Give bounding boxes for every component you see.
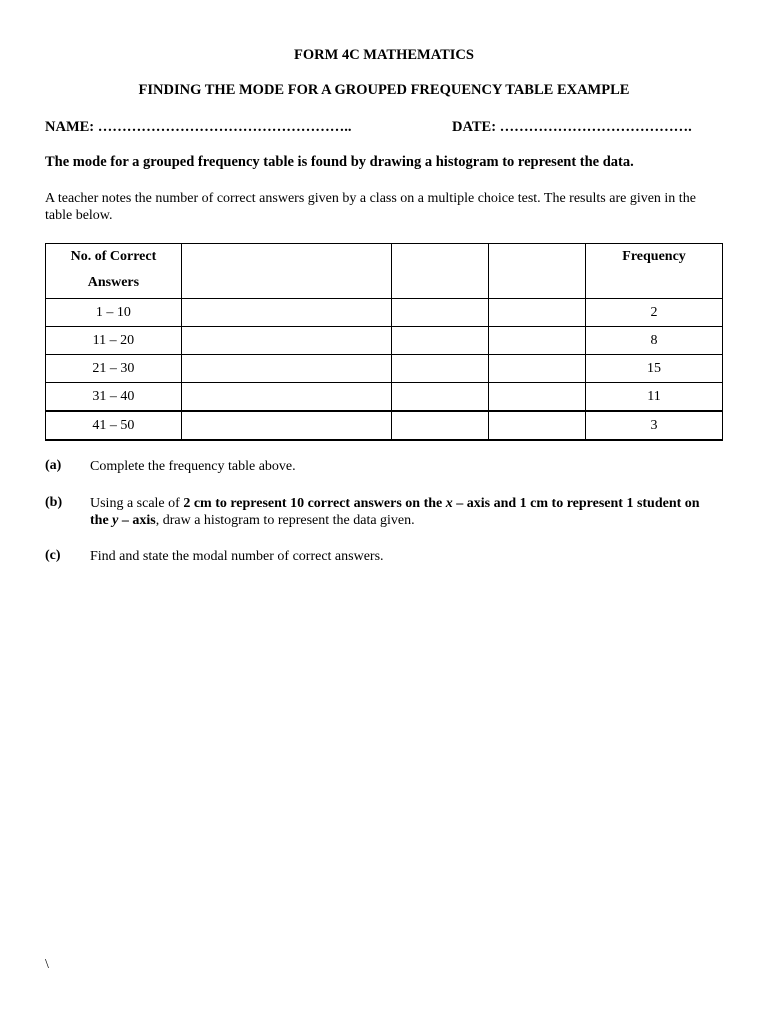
course-title: FORM 4C MATHEMATICS [294,47,474,63]
blank-cell[interactable] [181,411,392,440]
worksheet-title: FINDING THE MODE FOR A GROUPED FREQUENCY TABLE EXAMPLE [138,82,630,98]
mode-statement: The mode for a grouped frequency table is found by drawing a histogram to represent the data. [45,154,634,170]
blank-header-cell[interactable] [181,244,392,299]
blank-cell[interactable] [392,327,489,355]
blank-cell[interactable] [181,327,392,355]
table-row [46,411,723,440]
question-a-text: Complete the frequency table above. [90,459,296,474]
frequency-cell: 15 [586,355,723,383]
table-header-row [46,244,723,299]
blank-cell[interactable] [392,383,489,412]
blank-cell[interactable] [489,327,586,355]
frequency-cell: 11 [586,383,723,412]
frequency-table [45,243,723,441]
blank-cell[interactable] [181,383,392,412]
blank-cell[interactable] [392,411,489,440]
blank-cell[interactable] [181,355,392,383]
range-cell: 31 – 40 [46,383,182,412]
header-line-1: No. of Correct [70,249,157,264]
blank-cell[interactable] [489,411,586,440]
table-row [46,327,723,355]
question-a-label: (a) [45,458,62,473]
blank-cell[interactable] [489,383,586,412]
header-correct-answers [46,244,182,299]
blank-cell[interactable] [489,299,586,327]
blank-cell[interactable] [181,299,392,327]
range-cell: 41 – 50 [46,411,182,440]
header-line-2: Answers [87,275,140,290]
question-c-text: Find and state the modal number of correct answers. [90,549,384,564]
frequency-cell: 2 [586,299,723,327]
footer-mark: \ [45,957,49,972]
question-b-part: Using a scale of [90,496,184,511]
question-b-part: x [445,496,453,511]
range-cell: 1 – 10 [46,299,182,327]
frequency-cell: 8 [586,327,723,355]
question-b-text [90,495,710,529]
blank-cell[interactable] [489,355,586,383]
question-b-part: , draw a histogram to represent the data given. [155,513,415,528]
table-row [46,383,723,412]
blank-header-cell[interactable] [489,244,586,299]
blank-cell[interactable] [392,355,489,383]
date-field: DATE: …………………………………. [452,119,692,135]
question-b-part: y [112,513,119,528]
table-row [46,299,723,327]
table-row [46,355,723,383]
intro-paragraph: A teacher notes the number of correct answers given by a class on a multiple choice test. The results are given in the table below. [45,191,696,223]
header-frequency: Frequency [586,244,723,299]
blank-cell[interactable] [392,299,489,327]
blank-header-cell[interactable] [392,244,489,299]
name-field: NAME: …………………………………………….. [45,119,352,135]
question-b-part: – axis and 1 cm to represent 1 student on the [90,496,700,528]
frequency-cell: 3 [586,411,723,440]
range-cell: 11 – 20 [46,327,182,355]
question-b-label: (b) [45,495,63,510]
question-b-part: – axis [118,513,156,528]
question-c-label: (c) [45,548,61,563]
range-cell: 21 – 30 [46,355,182,383]
question-b-part: 2 cm to represent 10 correct answers on the [183,496,446,511]
